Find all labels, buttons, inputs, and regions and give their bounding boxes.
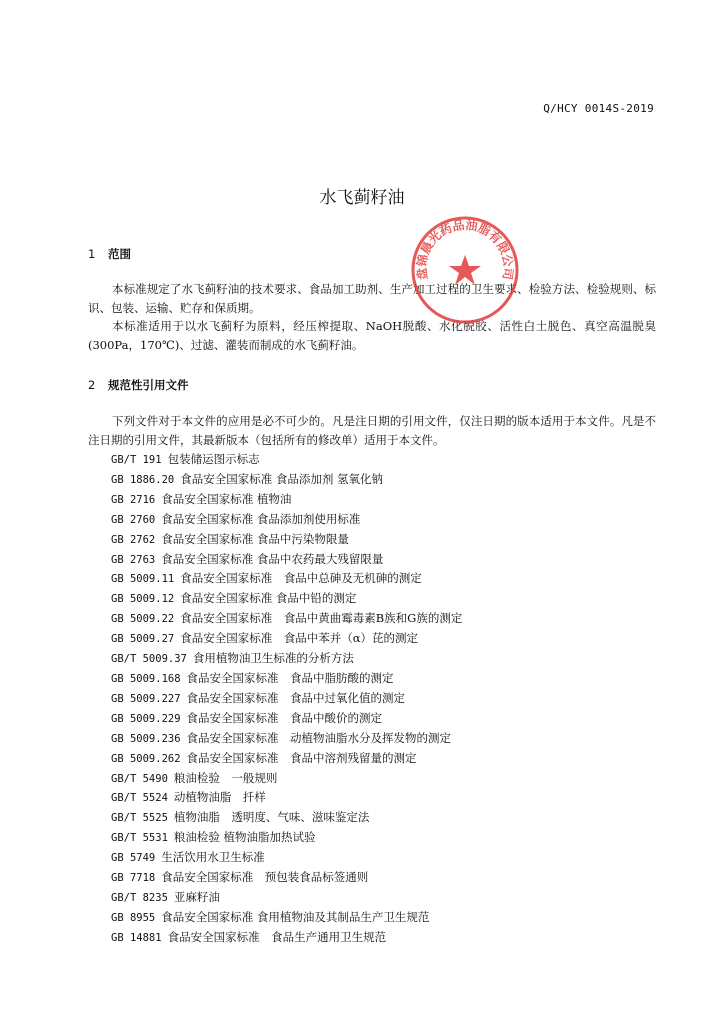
section-number: 1	[88, 247, 96, 261]
reference-title: 粮油检验 植物油脂加热试验	[173, 830, 316, 845]
reference-code: GB/T 5531	[111, 832, 168, 845]
reference-code: GB/T 191	[111, 454, 162, 466]
reference-item	[111, 788, 462, 808]
reference-title: 食品安全国家标准 食品中脂肪酸的测定	[186, 670, 394, 685]
reference-code: GB 8955	[111, 911, 156, 924]
reference-title: 食品安全国家标准 食品中酸价的测定	[186, 710, 383, 725]
reference-item	[111, 569, 462, 589]
reference-item	[111, 729, 462, 749]
reference-item	[111, 828, 462, 848]
reference-code: GB 2716	[111, 493, 156, 506]
reference-code: GB 5009.27	[111, 633, 175, 646]
reference-code: GB 2762	[111, 533, 156, 546]
section-1-heading	[88, 246, 131, 262]
reference-item	[111, 908, 462, 928]
reference-item	[111, 888, 462, 908]
reference-title: 粮油检验 一般规则	[173, 770, 278, 785]
reference-title: 食品安全国家标准 食品中溶剂残留量的测定	[186, 750, 417, 765]
reference-item	[111, 629, 462, 649]
paragraph: 本标准适用于以水飞蓟籽为原料，经压榨提取、NaOH脱酸、水化脱胶、活性白土脱色、真空高温脱臭(300Pa，170℃)、过滤、灌装而制成的水飞蓟籽油。	[88, 319, 656, 352]
reference-item	[111, 808, 462, 828]
reference-item	[111, 589, 462, 609]
reference-item	[111, 689, 462, 709]
section-2-heading	[88, 377, 189, 393]
reference-code: GB 5009.12	[111, 593, 175, 606]
reference-code: GB 14881	[111, 931, 162, 944]
reference-title: 食品安全国家标准 食品中苯并（α）芘的测定	[180, 631, 418, 646]
reference-title: 食品安全国家标准 食品中过氧化值的测定	[186, 690, 406, 705]
reference-title: 食品安全国家标准 食品中农药最大残留限量	[161, 551, 384, 566]
reference-title: 食品安全国家标准 植物油	[161, 491, 292, 506]
reference-title: 动植物油脂 扦样	[173, 790, 266, 805]
reference-item	[111, 470, 462, 490]
reference-title: 食用植物油卫生标准的分析方法	[192, 651, 354, 666]
reference-item	[111, 490, 462, 510]
reference-item	[111, 769, 462, 789]
reference-item	[111, 649, 462, 669]
reference-item	[111, 550, 462, 570]
reference-title: 食品安全国家标准 食用植物油及其制品生产卫生规范	[161, 909, 430, 924]
reference-code: GB/T 5524	[111, 792, 168, 805]
reference-item	[111, 848, 462, 868]
reference-code: GB/T 5490	[111, 772, 168, 785]
reference-title: 食品安全国家标准 预包装食品标签通则	[161, 870, 369, 885]
section-1-body	[88, 280, 656, 354]
reference-title: 食品安全国家标准 食品中总砷及无机砷的测定	[180, 571, 422, 586]
reference-title: 包装储运图示标志	[167, 452, 260, 466]
reference-code: GB 5009.229	[111, 712, 181, 725]
reference-item	[111, 450, 462, 470]
reference-code: GB 7718	[111, 872, 156, 885]
reference-code: GB 5009.227	[111, 692, 181, 705]
reference-code: GB 5009.236	[111, 732, 181, 745]
section-2-body	[88, 412, 656, 449]
reference-title: 食品安全国家标准 食品添加剂 氢氧化钠	[180, 471, 384, 486]
reference-code: GB 5749	[111, 852, 156, 865]
reference-item	[111, 928, 462, 948]
company-seal	[410, 215, 520, 325]
reference-item	[111, 868, 462, 888]
section-title: 规范性引用文件	[108, 378, 189, 392]
seal-star	[449, 255, 481, 285]
reference-title: 亚麻籽油	[173, 889, 220, 904]
reference-item	[111, 709, 462, 729]
reference-list	[111, 450, 462, 948]
seal-text: 盘锦晨光药品油脂有限公司	[414, 217, 516, 281]
reference-title: 食品安全国家标准 食品中污染物限量	[161, 531, 349, 546]
document-title: 水飞蓟籽油	[319, 188, 405, 208]
section-number: 2	[88, 378, 96, 392]
reference-title: 食品安全国家标准 食品中铅的测定	[180, 591, 357, 606]
reference-item	[111, 530, 462, 550]
reference-code: GB 2763	[111, 553, 156, 566]
reference-title: 食品安全国家标准 食品添加剂使用标准	[161, 511, 361, 526]
document-code: Q/HCY 0014S-2019	[543, 102, 654, 115]
reference-title: 生活饮用水卫生标准	[161, 850, 265, 865]
reference-code: GB/T 5009.37	[111, 653, 187, 666]
reference-code: GB 5009.168	[111, 672, 181, 685]
reference-item	[111, 749, 462, 769]
reference-title: 植物油脂 透明度、气味、滋味鉴定法	[173, 810, 370, 825]
reference-code: GB/T 8235	[111, 891, 168, 904]
section-title: 范围	[108, 247, 132, 261]
reference-item	[111, 609, 462, 629]
reference-code: GB 1886.20	[111, 473, 175, 486]
reference-code: GB/T 5525	[111, 812, 168, 825]
reference-code: GB 2760	[111, 513, 156, 526]
paragraph: 下列文件对于本文件的应用是必不可少的。凡是注日期的引用文件，仅注日期的版本适用于本文件。凡是不注日期的引用文件，其最新版本（包括所有的修改单）适用于本文件。	[88, 414, 656, 447]
paragraph: 本标准规定了水飞蓟籽油的技术要求、食品加工助剂、生产加工过程的卫生要求、检验方法、检验规则、标识、包装、运输、贮存和保质期。	[88, 282, 656, 315]
reference-code: GB 5009.11	[111, 573, 175, 586]
reference-code: GB 5009.22	[111, 613, 175, 626]
reference-title: 食品安全国家标准 动植物油脂水分及挥发物的测定	[186, 730, 452, 745]
reference-item	[111, 510, 462, 530]
reference-title: 食品安全国家标准 食品中黄曲霉毒素B族和G族的测定	[180, 611, 463, 626]
reference-title: 食品安全国家标准 食品生产通用卫生规范	[167, 929, 387, 944]
reference-code: GB 5009.262	[111, 752, 181, 765]
reference-item	[111, 669, 462, 689]
